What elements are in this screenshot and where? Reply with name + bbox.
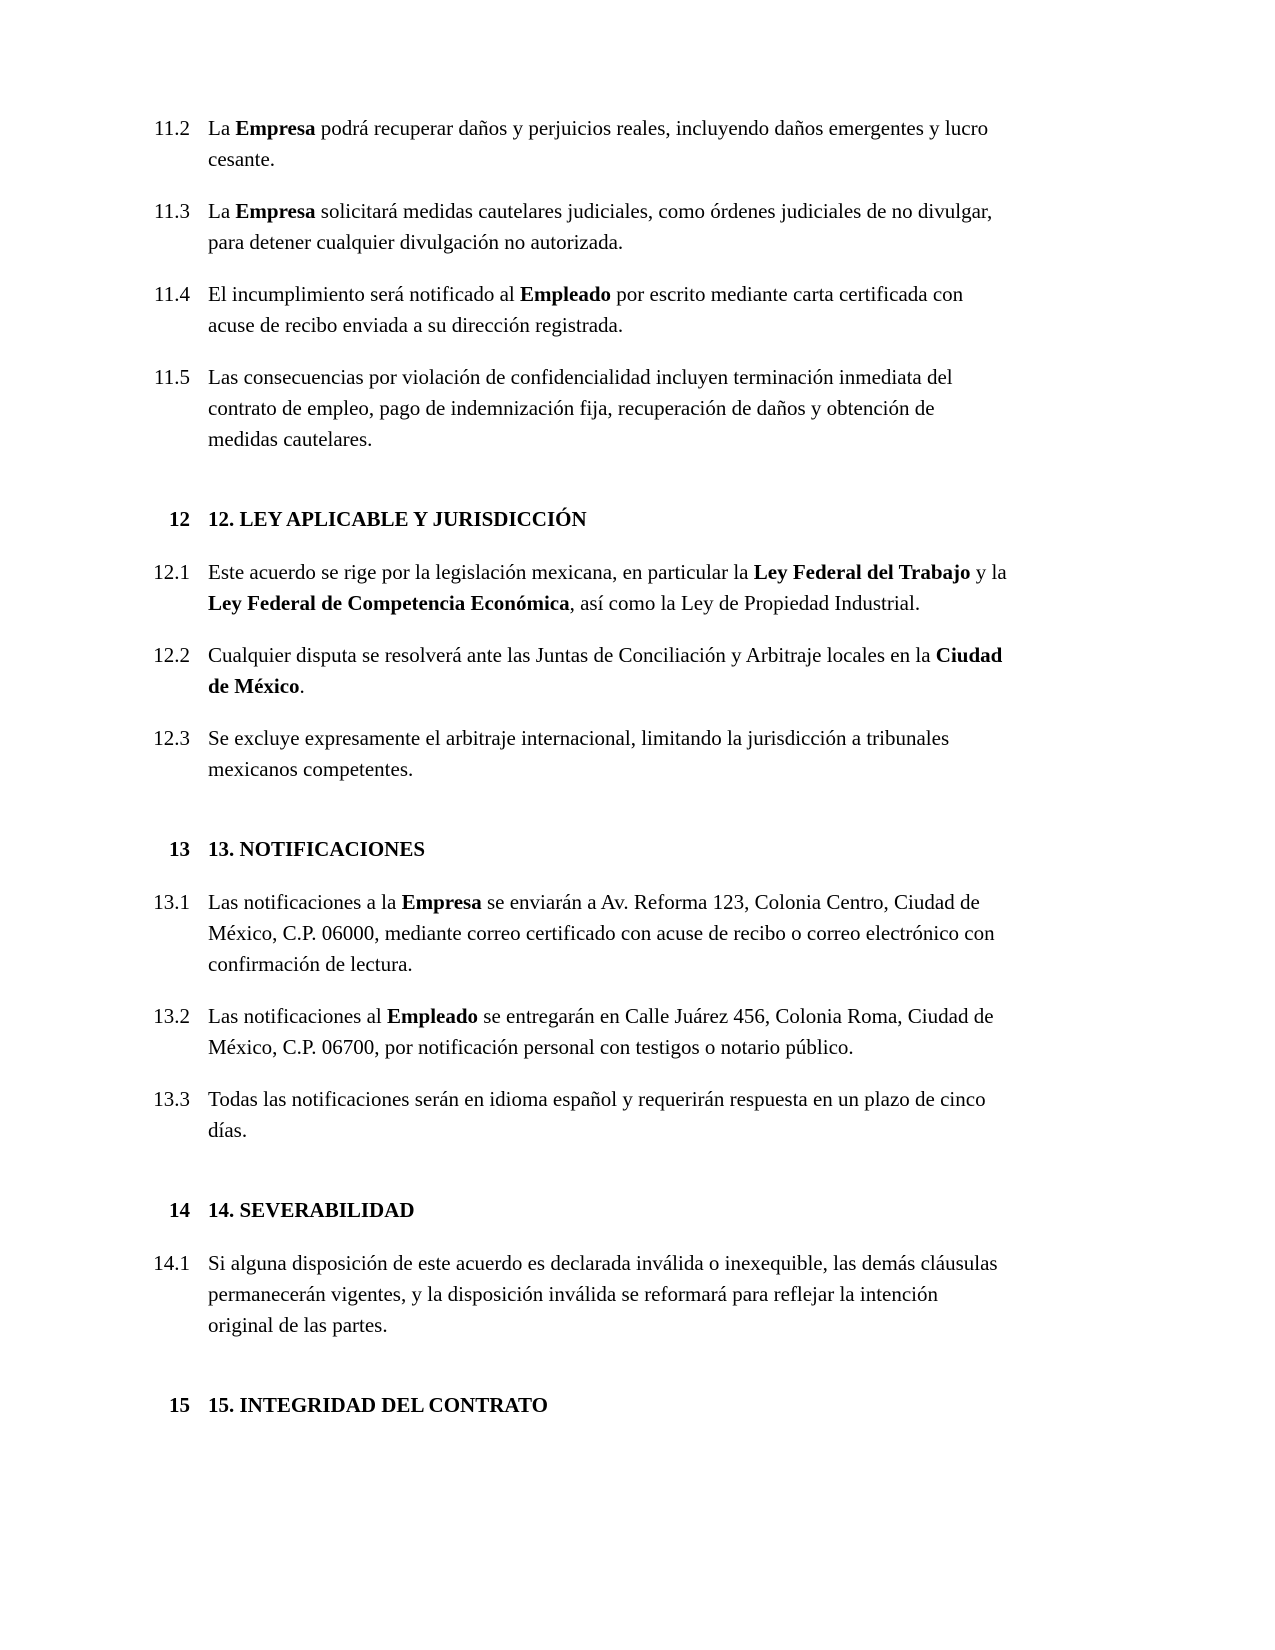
section-number: 15 — [169, 1393, 190, 1417]
clause-text — [208, 1001, 1128, 1063]
clause-number: 11.5 — [154, 365, 190, 389]
text-line — [208, 1032, 1128, 1063]
section-heading — [120, 1195, 1128, 1226]
section-number: 14 — [169, 1198, 190, 1222]
clause-number: 11.3 — [154, 199, 190, 223]
clause-item — [120, 113, 1128, 175]
clause-item — [120, 887, 1128, 980]
text-line — [208, 424, 1128, 455]
text-segment: Si alguna disposición de este acuerdo es declarada inválida o inexequible, las demás cláusulas — [208, 1251, 998, 1275]
bold-text-segment: 13. NOTIFICACIONES — [208, 837, 426, 861]
section-title — [208, 1195, 1128, 1226]
text-segment: original de las partes. — [208, 1313, 388, 1337]
text-line — [208, 834, 1128, 865]
clause-text — [208, 1248, 1128, 1341]
document-body — [120, 113, 1128, 1443]
text-line — [208, 754, 1128, 785]
text-segment: México, C.P. 06000, mediante correo certificado con acuse de recibo o correo electrónico con — [208, 921, 995, 945]
bold-text-segment: Empleado — [387, 1004, 479, 1028]
clause-number: 12.2 — [153, 643, 190, 667]
clause-text — [208, 1084, 1128, 1146]
text-segment: se enviarán a Av. Reforma 123, Colonia Centro, Ciudad de — [481, 890, 980, 914]
clause-number: 12.1 — [153, 560, 190, 584]
clause-number: 13.1 — [153, 890, 190, 914]
section-heading — [120, 834, 1128, 865]
clause-item — [120, 1248, 1128, 1341]
bold-text-segment: 12. LEY APLICABLE Y JURISDICCIÓN — [208, 507, 587, 531]
text-line — [208, 949, 1128, 980]
clause-text — [208, 557, 1128, 619]
bold-text-segment: Ley Federal de Competencia Económica — [208, 591, 570, 615]
text-segment: mexicanos competentes. — [208, 757, 414, 781]
text-line — [208, 1195, 1128, 1226]
bold-text-segment: Empresa — [235, 199, 316, 223]
text-segment: y la — [970, 560, 1007, 584]
clause-number: 11.2 — [154, 116, 190, 140]
text-segment: cesante. — [208, 147, 276, 171]
clause-item — [120, 1001, 1128, 1063]
clause-text — [208, 723, 1128, 785]
text-segment: medidas cautelares. — [208, 427, 373, 451]
clause-text — [208, 113, 1128, 175]
text-segment: Las notificaciones a la — [208, 890, 402, 914]
text-line — [208, 887, 1128, 918]
text-segment: , así como la Ley de Propiedad Industrial. — [569, 591, 921, 615]
clause-item — [120, 279, 1128, 341]
text-line — [208, 1390, 1128, 1421]
text-line — [208, 1310, 1128, 1341]
text-line — [208, 393, 1128, 424]
clause-number: 11.4 — [154, 282, 190, 306]
clause-number: 13.3 — [153, 1087, 190, 1111]
clause-number: 12.3 — [153, 726, 190, 750]
clause-number: 14.1 — [153, 1251, 190, 1275]
text-segment: se entregarán en Calle Juárez 456, Colonia Roma, Ciudad de — [478, 1004, 994, 1028]
bold-text-segment: Empresa — [401, 890, 482, 914]
text-segment: podrá recuperar daños y perjuicios reales, incluyendo daños emergentes y lucro — [315, 116, 989, 140]
text-line — [208, 362, 1128, 393]
text-line — [208, 310, 1128, 341]
clause-text — [208, 362, 1128, 455]
clause-item — [120, 723, 1128, 785]
section-number: 13 — [169, 837, 190, 861]
text-segment: permanecerán vigentes, y la disposición inválida se reformará para reflejar la intención — [208, 1282, 939, 1306]
text-line — [208, 588, 1128, 619]
text-segment: contrato de empleo, pago de indemnización fija, recuperación de daños y obtención de — [208, 396, 935, 420]
bold-text-segment: 14. SEVERABILIDAD — [208, 1198, 415, 1222]
text-segment: Se excluye expresamente el arbitraje internacional, limitando la jurisdicción a tribunales — [208, 726, 950, 750]
clause-text — [208, 279, 1128, 341]
clause-item — [120, 640, 1128, 702]
section-heading — [120, 1390, 1128, 1421]
text-line — [208, 1115, 1128, 1146]
text-segment: La — [208, 199, 236, 223]
clause-item — [120, 362, 1128, 455]
text-line — [208, 1001, 1128, 1032]
text-line — [208, 723, 1128, 754]
section-number: 12 — [169, 507, 190, 531]
bold-text-segment: Ley Federal del Trabajo — [753, 560, 971, 584]
bold-text-segment: Ciudad — [935, 643, 1003, 667]
bold-text-segment: Empresa — [235, 116, 316, 140]
clause-text — [208, 640, 1128, 702]
text-segment: . — [299, 674, 305, 698]
text-segment: México, C.P. 06700, por notificación personal con testigos o notario público. — [208, 1035, 854, 1059]
bold-text-segment: de México — [208, 674, 300, 698]
text-segment: Este acuerdo se rige por la legislación mexicana, en particular la — [208, 560, 754, 584]
text-line — [208, 227, 1128, 258]
text-segment: La — [208, 116, 236, 140]
text-line — [208, 640, 1128, 671]
clause-item — [120, 557, 1128, 619]
text-line — [208, 113, 1128, 144]
text-line — [208, 279, 1128, 310]
text-line — [208, 1248, 1128, 1279]
text-line — [208, 671, 1128, 702]
text-line — [208, 144, 1128, 175]
text-segment: días. — [208, 1118, 248, 1142]
text-segment: confirmación de lectura. — [208, 952, 413, 976]
text-segment: solicitará medidas cautelares judiciales, como órdenes judiciales de no divulgar, — [315, 199, 993, 223]
text-segment: Cualquier disputa se resolverá ante las Juntas de Conciliación y Arbitraje locales en la — [208, 643, 936, 667]
section-title — [208, 834, 1128, 865]
text-line — [208, 918, 1128, 949]
clause-text — [208, 887, 1128, 980]
clause-number: 13.2 — [153, 1004, 190, 1028]
text-line — [208, 1279, 1128, 1310]
text-line — [208, 504, 1128, 535]
clause-text — [208, 196, 1128, 258]
text-segment: Todas las notificaciones serán en idioma español y requerirán respuesta en un plazo de cinco — [208, 1087, 986, 1111]
text-segment: para detener cualquier divulgación no autorizada. — [208, 230, 624, 254]
section-heading — [120, 504, 1128, 535]
text-segment: por escrito mediante carta certificada con — [611, 282, 964, 306]
text-line — [208, 1084, 1128, 1115]
text-segment: Las notificaciones al — [208, 1004, 388, 1028]
section-title — [208, 504, 1128, 535]
text-line — [208, 557, 1128, 588]
clause-item — [120, 196, 1128, 258]
text-segment: acuse de recibo enviada a su dirección registrada. — [208, 313, 624, 337]
section-title — [208, 1390, 1128, 1421]
text-line — [208, 196, 1128, 227]
text-segment: El incumplimiento será notificado al — [208, 282, 520, 306]
clause-item — [120, 1084, 1128, 1146]
bold-text-segment: 15. INTEGRIDAD DEL CONTRATO — [208, 1393, 548, 1417]
bold-text-segment: Empleado — [520, 282, 612, 306]
text-segment: Las consecuencias por violación de confidencialidad incluyen terminación inmediata del — [208, 365, 953, 389]
